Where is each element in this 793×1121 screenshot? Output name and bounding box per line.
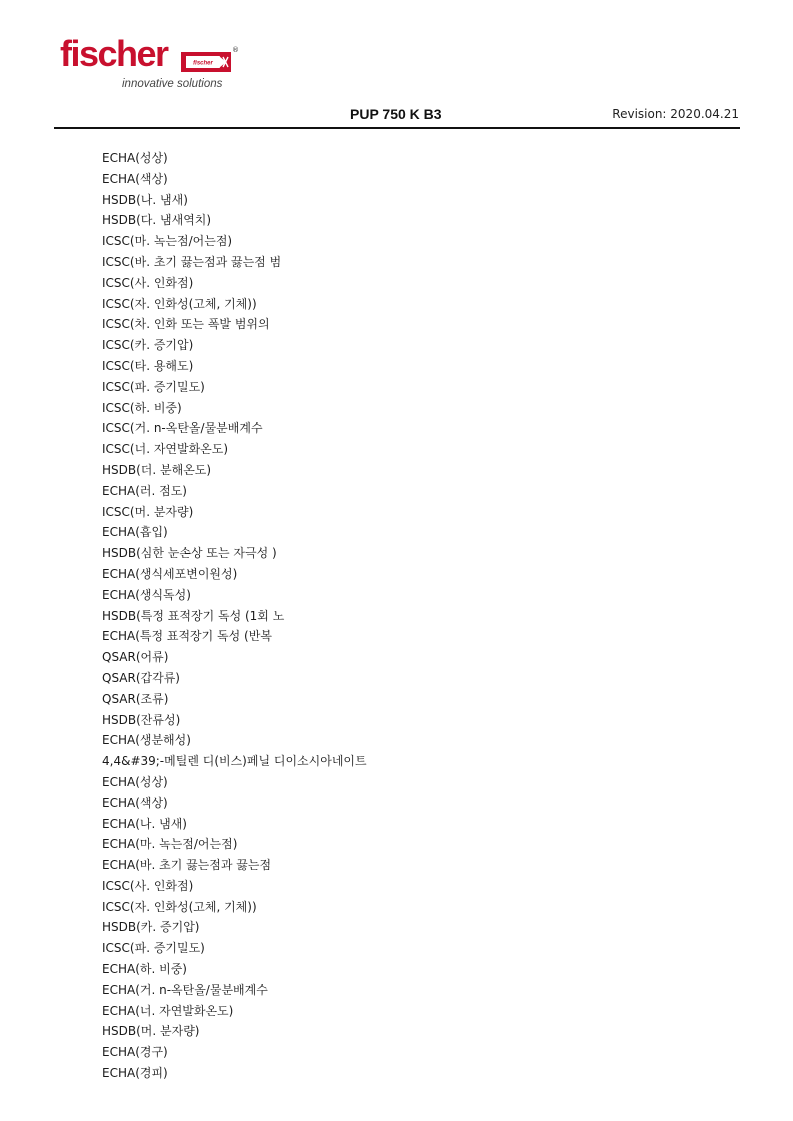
fischer-logo [60,33,250,96]
list-item: ICSC(하. 비중) [102,400,182,415]
list-item: QSAR(갑각류) [102,670,180,685]
list-item: ICSC(자. 인화성(고체, 기체)) [102,296,257,311]
list-item: ECHA(특정 표적장기 독성 (반복 [102,629,272,644]
list-item: QSAR(어류) [102,650,169,665]
list-item: HSDB(심한 눈손상 또는 자극성 ) [102,546,277,561]
list-item: HSDB(특정 표적장기 독성 (1회 노 [102,608,285,623]
list-item: ECHA(러. 점도) [102,483,187,498]
list-item: ICSC(거. n-옥탄올/물분배계수 [102,421,263,436]
revision-date: Revision: 2020.04.21 [612,107,739,121]
logo-tagline: innovative solutions [122,78,223,90]
list-item: HSDB(머. 분자량) [102,1024,200,1039]
list-item: ECHA(성상) [102,774,168,789]
list-item: ECHA(나. 냄새) [102,816,187,831]
list-item: ECHA(생식독성) [102,587,191,602]
list-item: ICSC(파. 증기밀도) [102,941,205,956]
list-item: HSDB(잔류성) [102,712,181,727]
header-divider [54,127,740,129]
registered-mark: ® [232,46,239,54]
list-item: ECHA(너. 자연발화온도) [102,1003,234,1018]
list-item: HSDB(나. 냄새) [102,192,188,207]
list-item: HSDB(카. 증기압) [102,920,200,935]
list-item: ICSC(카. 증기압) [102,338,194,353]
list-item: HSDB(다. 냄새역치) [102,213,212,228]
list-item: ECHA(흡입) [102,525,168,540]
list-item: ECHA(색상) [102,171,168,186]
list-item: ICSC(파. 증기밀도) [102,379,205,394]
list-item: ECHA(바. 초기 끓는점과 끓는점 [102,858,272,873]
reference-list [102,148,367,1084]
list-item: ICSC(마. 녹는점/어는점) [102,234,233,249]
list-item: ICSC(머. 분자량) [102,504,194,519]
list-item: ICSC(타. 용해도) [102,358,194,373]
list-item: ECHA(거. n-옥탄올/물분배계수 [102,982,268,997]
list-item: ICSC(차. 인화 또는 폭발 범위의 [102,317,270,332]
fish-badge-icon [181,52,231,72]
list-item: ECHA(경구) [102,1045,168,1060]
list-item: ECHA(하. 비중) [102,962,187,977]
list-item: ECHA(마. 녹는점/어는점) [102,837,238,852]
list-item: ICSC(너. 자연발화온도) [102,442,229,457]
list-item: ECHA(생식세포변이원성) [102,566,238,581]
logo-badge-text: fischer [193,60,213,67]
list-item: ICSC(자. 인화성(고체, 기체)) [102,899,257,914]
list-item: ECHA(색상) [102,795,168,810]
logo-wordmark: fischer [60,33,168,74]
list-item: ECHA(성상) [102,151,168,165]
product-title: PUP 750 K B3 [350,106,442,122]
list-item: ICSC(사. 인화점) [102,275,194,290]
list-item: ICSC(사. 인화점) [102,878,194,893]
list-item: HSDB(더. 분해온도) [102,462,212,477]
list-item: QSAR(조류) [102,691,169,706]
list-item: ICSC(바. 초기 끓는점과 끓는점 범 [102,254,282,269]
list-item: ECHA(생분해성) [102,733,191,748]
list-item: ECHA(경피) [102,1066,168,1081]
list-item: 4,4&#39;-메틸렌 디(비스)페닐 디이소시아네이트 [102,754,367,769]
